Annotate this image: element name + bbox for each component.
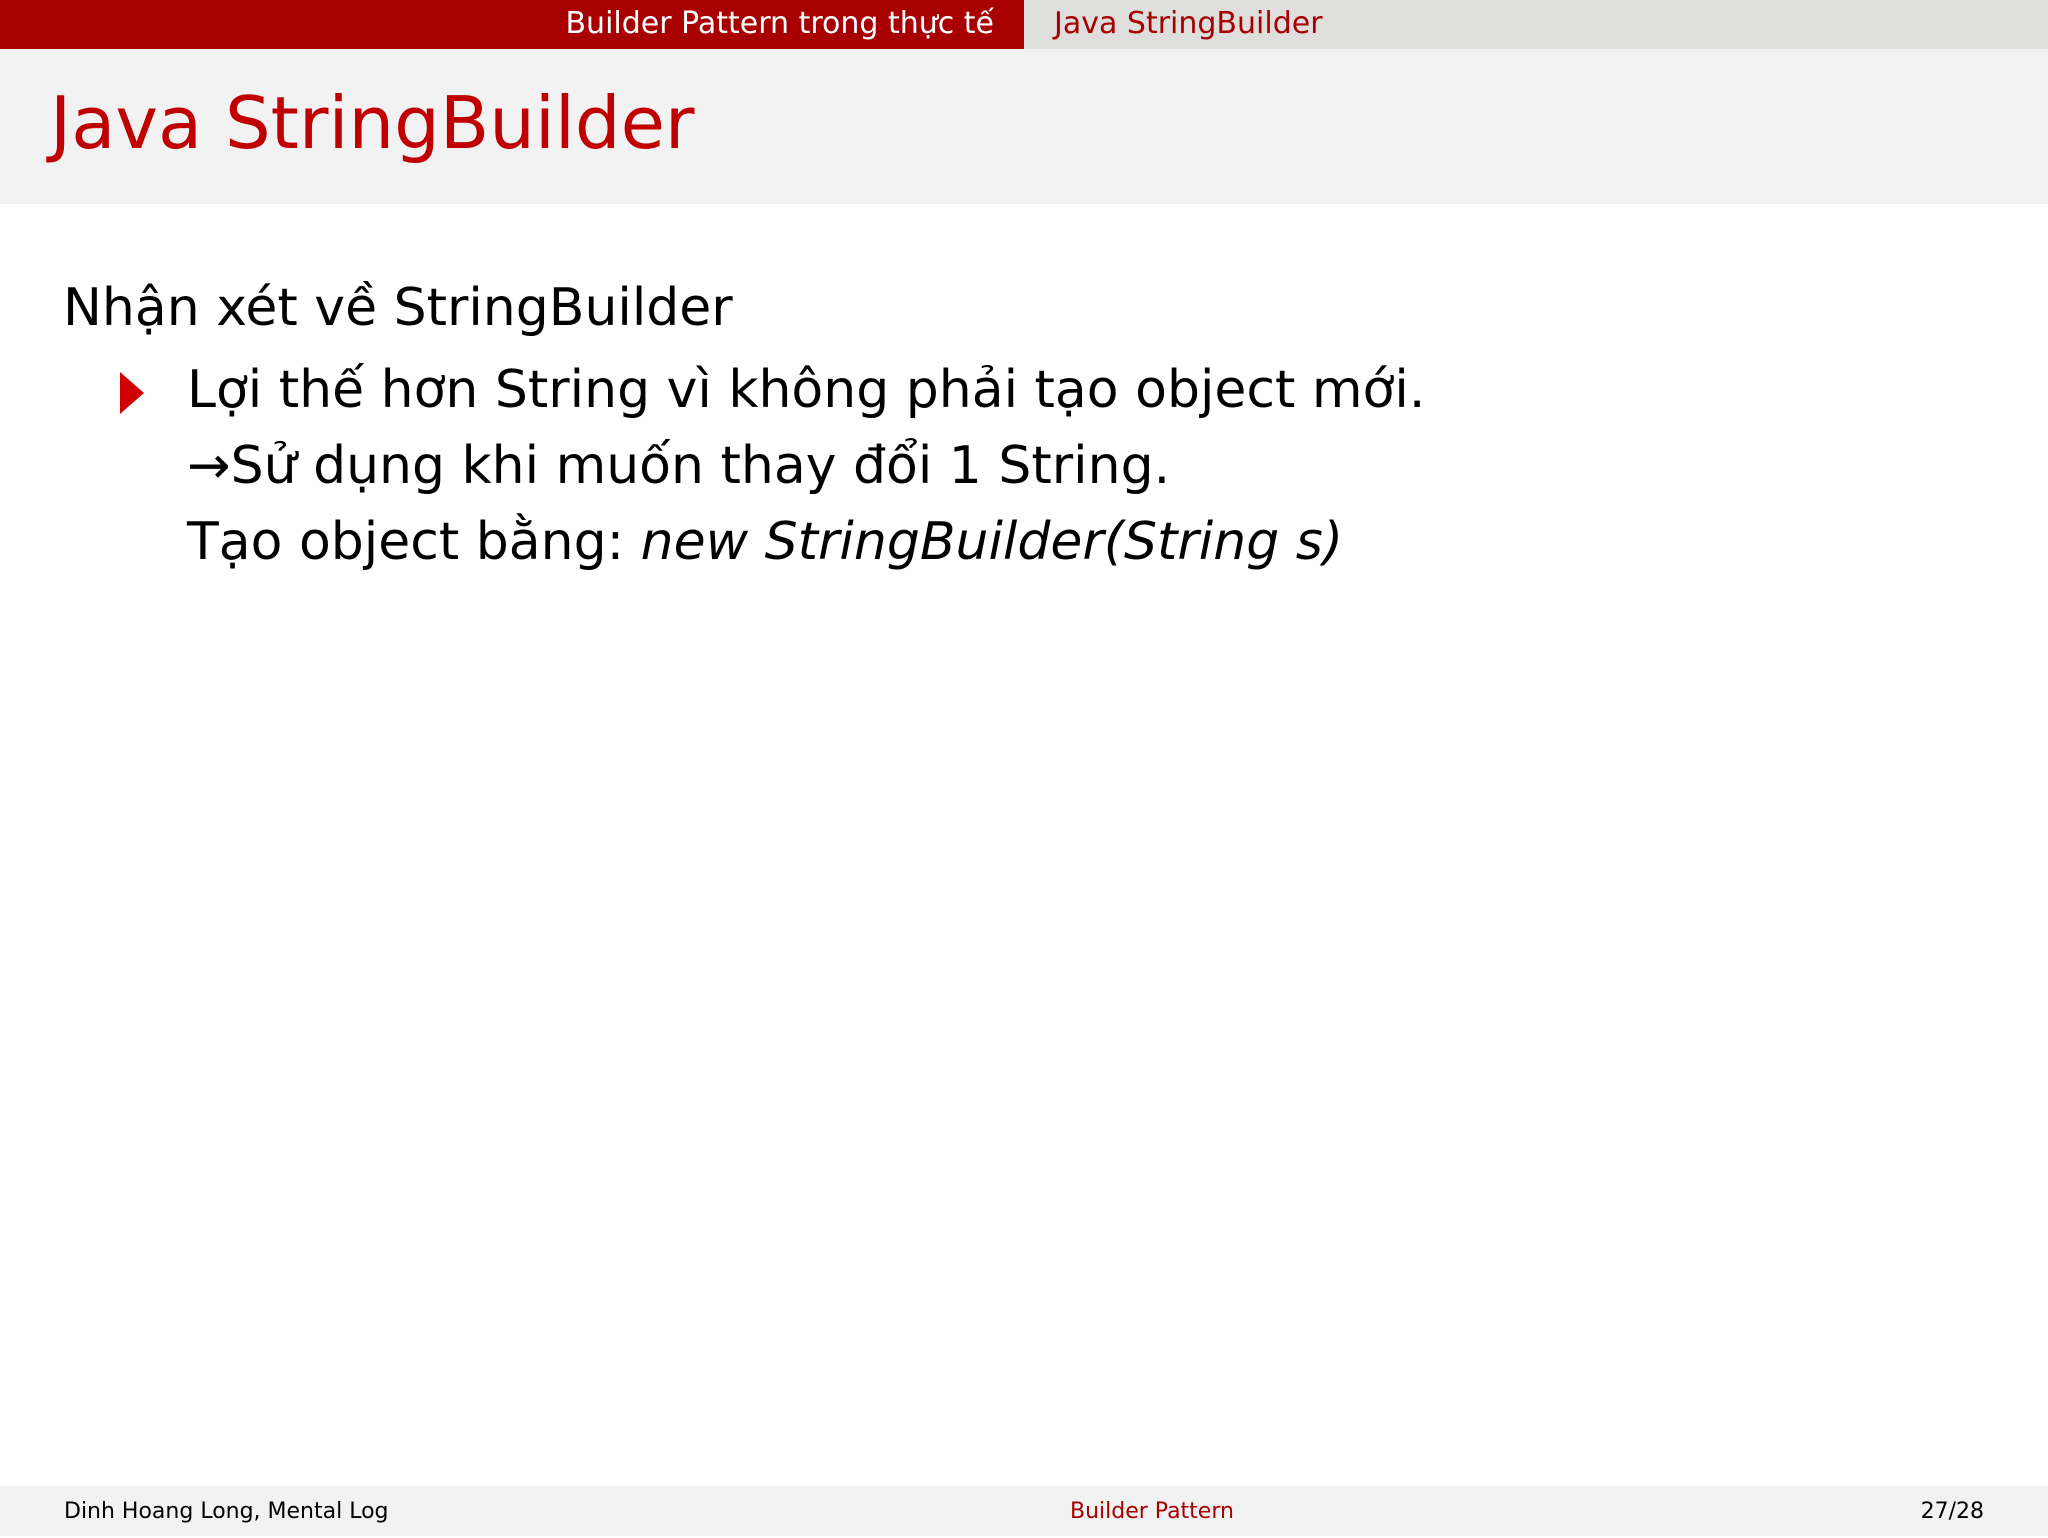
slide-content	[63, 276, 1963, 580]
constructor-code: new StringBuilder(String s)	[640, 512, 1344, 572]
frame-title-bar	[0, 49, 2048, 204]
navigation-bar	[0, 0, 2048, 49]
page-number: 27/28	[1920, 1499, 1984, 1524]
bullet-item	[63, 352, 1963, 580]
bullet-line-1: Lợi thế hơn String vì không phải tạo object mới.	[187, 360, 1426, 420]
bullet-line-2: →Sử dụng khi muốn thay đổi 1 String.	[187, 436, 1171, 496]
bullet-line-3-prefix: Tạo object bằng:	[187, 512, 641, 572]
content-heading: Nhận xét về StringBuilder	[63, 278, 733, 338]
bullet-line-3	[187, 504, 1963, 580]
nav-section-current[interactable]	[0, 0, 1024, 49]
footer-bar	[0, 1486, 2048, 1536]
footer-short-title: Builder Pattern	[1070, 1499, 1234, 1524]
frame-title: Java StringBuilder	[50, 81, 695, 165]
footer-author: Dinh Hoang Long, Mental Log	[64, 1499, 389, 1524]
nav-subsection[interactable]: Java StringBuilder	[1054, 6, 1323, 41]
triangle-bullet-icon	[120, 372, 144, 414]
nav-section-label: Builder Pattern trong thực tế	[565, 6, 994, 41]
